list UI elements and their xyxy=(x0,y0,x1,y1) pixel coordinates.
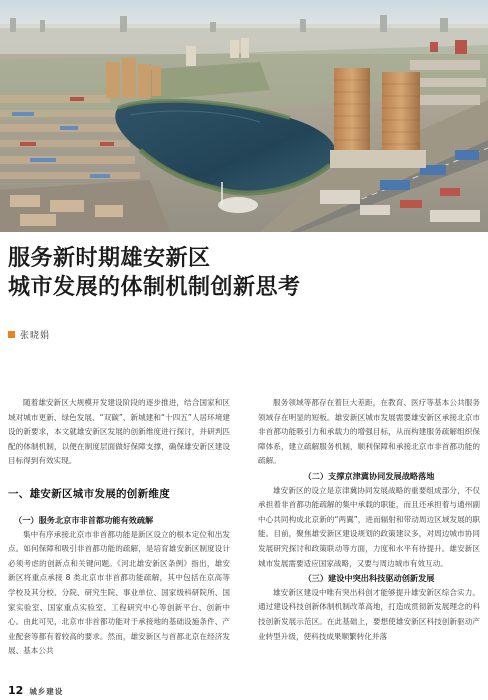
title-line-1: 服务新时期雄安新区 xyxy=(8,246,211,271)
section-heading: 一、雄安新区城市发展的创新维度 xyxy=(8,487,170,500)
body-paragraph: 服务领域等都存在着巨大差距，在教育、医疗等基本公共服务领域存在明显的短板。雄安新区城市发展需要雄安新区承接北京市非首都功能吸引力和承载力的增强目标，从而构建服务疏解组织保障体系，建立疏解服务机制，顺利保障和承接北京市非首都功能的疏解。 xyxy=(258,398,480,466)
magazine-name: 城乡建设 xyxy=(29,687,64,696)
body-paragraph: 雄安新区的设立是京津冀协同发展战略的重要组成部分，不仅承担着非首都功能疏解的集中承载的职能，而且还承担着与通州副中心共同构成北京新的“两翼”，进而辐射和带动周边区域发展的职能。目前，聚焦雄安新区建设规划的政策建议多，对周边城市协同发展研究探讨和政策联动等方面，力度和水平有待提升。雄安新区城市发展需要适应国家战略，又要与周边城市有效互动。 xyxy=(258,485,480,568)
accent-square xyxy=(8,331,15,338)
article-title xyxy=(8,244,478,302)
intro-paragraph: 随着雄安新区大规模开发建设阶段的逐步推进，结合国家和区域对城市更新、绿色发展、“双碳”、新城建和“十四五”人居环境建设的新要求，本文就雄安新区发展的创新维度进行探讨，并研判匹配的体制机制，以便在制度层面做好保障支撑，确保雄安新区建设目标得到有效实现。 xyxy=(8,398,230,466)
subsection-heading: （三）建设中突出科技驱动创新发展 xyxy=(303,573,435,584)
subsection-heading: （二）支撑京津冀协同发展战略落地 xyxy=(303,470,435,481)
body-paragraph: 集中有序承接北京市非首都功能是新区设立的根本定位和出发点。如何保障和吸引非首都功能的疏解，是培育雄安新区制度设计必须考虑的创新点和关键问题。《河北雄安新区条例》指出，雄安新区将重点承接 8 类北京市非首都功能疏解，其中包括在京高等学校及其分校、分院、研究生院、事业单位、国家级科研院所、国家实验室、国家重点实验室、工程研究中心等创新平台、创新中心。由此可见，北京市非首都功能对于承接地的基础设施条件、产业配套等都有着较高的要求。然而，雄安新区与首都北京在经济发展、基本公共 xyxy=(8,529,230,656)
aerial-city-illustration xyxy=(0,0,488,232)
page-footer xyxy=(8,684,63,697)
right-column xyxy=(258,396,480,644)
title-line-2: 城市发展的体制机制创新思考 xyxy=(8,275,301,300)
author-byline xyxy=(8,327,50,341)
subsection-heading: （一）服务北京市非首都功能有效疏解 xyxy=(14,514,154,525)
body-paragraph: 雄安新区建设中唯有突出科创才能够提升雄安新区综合实力。通过建设科技创新体制机制改革高地，打造成贯彻新发展理念的科技创新发展示范区。在此基础上，要想使雄安新区科技创新驱动产业转型升级，使科技成果顺繁转化并落 xyxy=(258,587,480,641)
page-number: 12 xyxy=(8,684,24,697)
left-column xyxy=(8,396,230,659)
author-name: 张晓娟 xyxy=(20,330,51,341)
hero-aerial-photo xyxy=(0,0,488,232)
